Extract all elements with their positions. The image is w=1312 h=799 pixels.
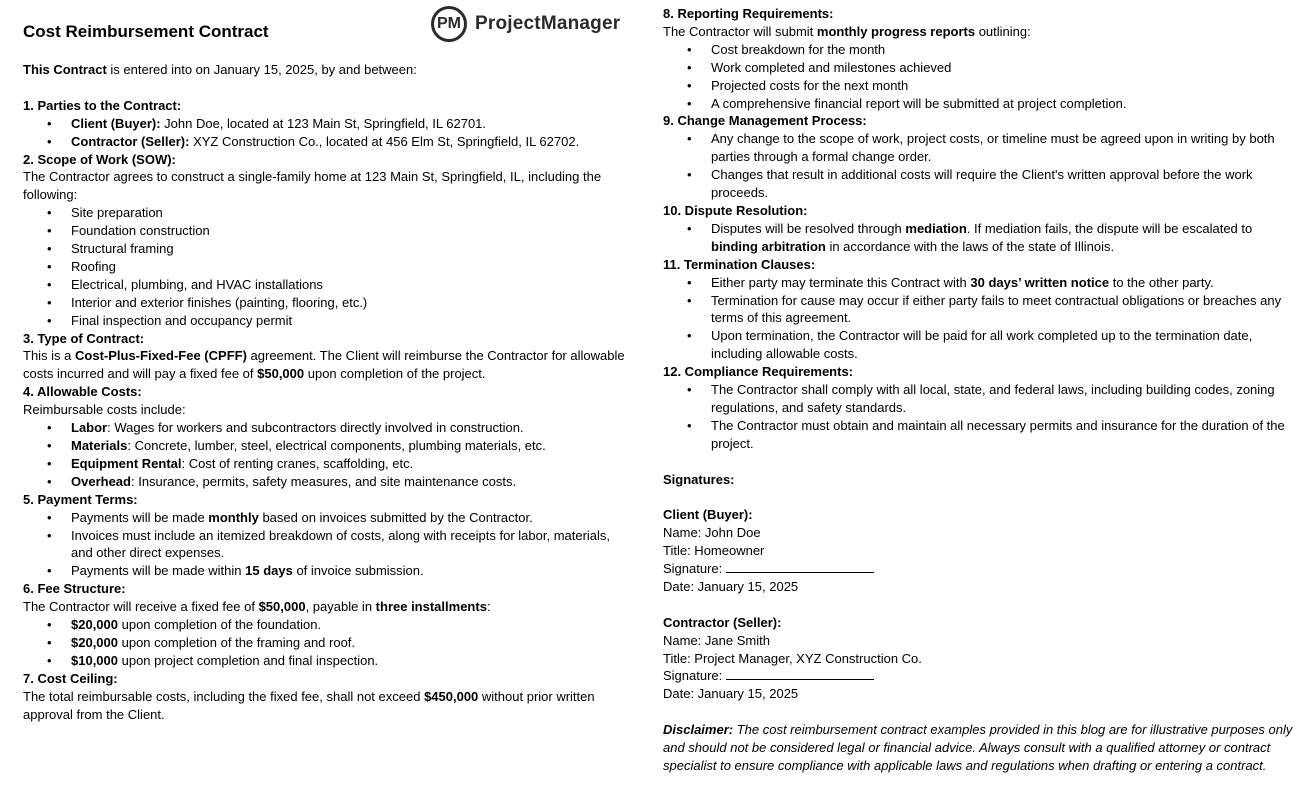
list-item: • Invoices must include an itemized breakdown of costs, along with receipts for labor, materials, and other direct expenses. — [23, 527, 633, 563]
section-10-heading: 10. Dispute Resolution: — [663, 202, 808, 218]
section-3-heading: 3. Type of Contract: — [23, 330, 145, 346]
section-11-heading: 11. Termination Clauses: — [663, 256, 816, 272]
list-item: • $20,000 upon completion of the foundation. — [23, 616, 633, 634]
list-item: • Payments will be made monthly based on invoices submitted by the Contractor. — [23, 509, 633, 527]
list-item: • $20,000 upon completion of the framing and roof. — [23, 634, 633, 652]
contractor-title: Title: Project Manager, XYZ Construction Co. — [663, 650, 922, 666]
cost-ceiling-paragraph: The total reimbursable costs, including the fixed fee, shall not exceed $450,000 without prior written approval from the Client. — [23, 688, 595, 722]
client-signature-line: Signature: — [663, 560, 1293, 578]
change-management-list — [663, 130, 1293, 202]
list-item: • Termination for cause may occur if either party fails to meet contractual obligations or breaches any terms of this agreement. — [663, 292, 1293, 328]
list-item: • Overhead: Insurance, permits, safety measures, and site maintenance costs. — [23, 473, 633, 491]
signature-blank — [726, 560, 874, 573]
list-item: • Payments will be made within 15 days of invoice submission. — [23, 562, 633, 580]
dispute-list — [663, 220, 1293, 256]
list-item: • Client (Buyer): John Doe, located at 123 Main St, Springfield, IL 62701. — [23, 115, 633, 133]
contractor-date: Date: January 15, 2025 — [663, 686, 799, 702]
list-item: • Final inspection and occupancy permit — [23, 312, 633, 330]
allowable-costs-paragraph: Reimbursable costs include: — [23, 402, 186, 418]
list-item: • Structural framing — [23, 240, 633, 258]
list-item: • Interior and exterior finishes (painting, flooring, etc.) — [23, 294, 633, 312]
list-item: • Upon termination, the Contractor will be paid for all work completed up to the termination date, including allowable costs. — [663, 327, 1293, 363]
section-8-heading: 8. Reporting Requirements: — [663, 6, 834, 21]
reporting-paragraph: The Contractor will submit monthly progress reports outlining: — [663, 23, 1031, 39]
list-item: • $10,000 upon project completion and final inspection. — [23, 652, 633, 670]
list-item: • Either party may terminate this Contract with 30 days’ written notice to the other party. — [663, 274, 1293, 292]
projectmanager-logo — [431, 3, 620, 45]
installments-list — [23, 616, 633, 670]
list-item: • Projected costs for the next month — [663, 77, 1293, 95]
logo-text: ProjectManager — [475, 13, 621, 34]
left-column — [23, 61, 633, 724]
parties-list — [23, 115, 633, 151]
list-item: • Roofing — [23, 258, 633, 276]
contractor-signature-line: Signature: — [663, 667, 1293, 685]
list-item: • Labor: Wages for workers and subcontractors directly involved in construction. — [23, 419, 633, 437]
client-signature-heading: Client (Buyer): — [663, 507, 753, 523]
section-4-heading: 4. Allowable Costs: — [23, 384, 142, 400]
section-12-heading: 12. Compliance Requirements: — [663, 364, 853, 380]
client-date: Date: January 15, 2025 — [663, 578, 799, 594]
disclaimer: Disclaimer: The cost reimbursement contract examples provided in this blog are for illustrative purposes only and should not be considered legal or financial advice. Always consult with a qualified attorney or contract specialist to ensure compliance with applicable laws and regulations when drafting or entering a contract. — [663, 722, 1293, 774]
contractor-signature-heading: Contractor (Seller): — [663, 614, 782, 630]
compliance-list — [663, 381, 1293, 453]
section-5-heading: 5. Payment Terms: — [23, 491, 138, 507]
list-item: • Contractor (Seller): XYZ Construction Co., located at 456 Elm St, Springfield, IL 62702. — [23, 133, 633, 151]
scope-paragraph: The Contractor agrees to construct a single-family home at 123 Main St, Springfield, IL, including the following: — [23, 169, 602, 203]
section-6-heading: 6. Fee Structure: — [23, 581, 126, 597]
section-9-heading: 9. Change Management Process: — [663, 113, 867, 129]
section-2-heading: 2. Scope of Work (SOW): — [23, 151, 176, 167]
reporting-list — [663, 41, 1293, 113]
scope-list — [23, 204, 633, 329]
logo-mark: PM — [431, 6, 467, 42]
client-name: Name: John Doe — [663, 525, 761, 541]
payment-terms-list — [23, 509, 633, 581]
list-item: • Equipment Rental: Cost of renting cranes, scaffolding, etc. — [23, 455, 633, 473]
list-item: • Materials: Concrete, lumber, steel, electrical components, plumbing materials, etc. — [23, 437, 633, 455]
document-title: Cost Reimbursement Contract — [23, 22, 269, 41]
client-title: Title: Homeowner — [663, 543, 765, 559]
list-item: • Cost breakdown for the month — [663, 41, 1293, 59]
list-item: • Electrical, plumbing, and HVAC installations — [23, 276, 633, 294]
right-column — [663, 5, 1293, 775]
list-item: • Disputes will be resolved through mediation. If mediation fails, the dispute will be escalated to binding arbitration in accordance with the laws of the state of Illinois. — [663, 220, 1293, 256]
allowable-costs-list — [23, 419, 633, 491]
list-item: • The Contractor shall comply with all local, state, and federal laws, including building codes, zoning regulations, and safety standards. — [663, 381, 1293, 417]
list-item: • A comprehensive financial report will be submitted at project completion. — [663, 95, 1293, 113]
section-7-heading: 7. Cost Ceiling: — [23, 670, 118, 686]
contract-type-paragraph: This is a Cost-Plus-Fixed-Fee (CPFF) agreement. The Client will reimburse the Contractor for allowable costs incurred and will pay a fixed fee of $50,000 upon completion of the project. — [23, 348, 625, 382]
termination-list — [663, 274, 1293, 364]
fee-structure-paragraph: The Contractor will receive a fixed fee of $50,000, payable in three installments: — [23, 599, 491, 615]
signatures-heading: Signatures: — [663, 471, 735, 487]
list-item: • The Contractor must obtain and maintain all necessary permits and insurance for the duration of the project. — [663, 417, 1293, 453]
signature-blank — [726, 667, 874, 680]
list-item: • Any change to the scope of work, project costs, or timeline must be agreed upon in writing by both parties through a formal change order. — [663, 130, 1293, 166]
list-item: • Site preparation — [23, 204, 633, 222]
list-item: • Foundation construction — [23, 222, 633, 240]
section-1-heading: 1. Parties to the Contract: — [23, 97, 182, 113]
list-item: • Work completed and milestones achieved — [663, 59, 1293, 77]
list-item: • Changes that result in additional costs will require the Client's written approval before the work proceeds. — [663, 166, 1293, 202]
contractor-name: Name: Jane Smith — [663, 632, 770, 648]
intro-paragraph: This Contract is entered into on January 15, 2025, by and between: — [23, 62, 417, 77]
